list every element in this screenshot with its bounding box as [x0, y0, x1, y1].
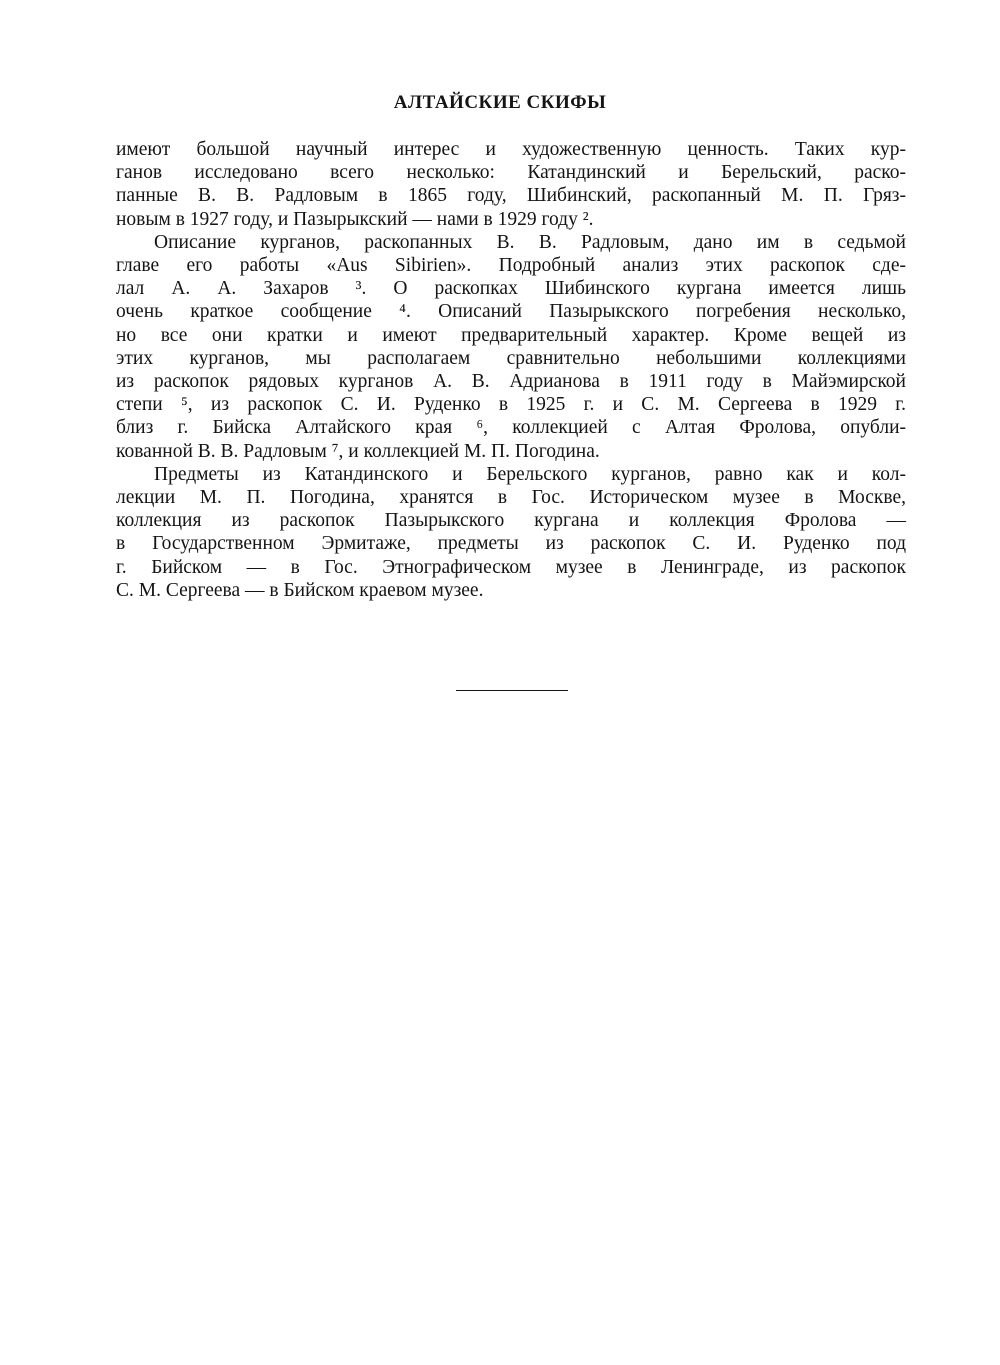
end-rule-divider	[456, 690, 568, 691]
text-line: степи ⁵, из раскопок С. И. Руденко в 1925 г. и С. М. Сергеева в 1929 г.	[116, 394, 906, 416]
text-line: этих курганов, мы располагаем сравнительно небольшими коллекциями	[116, 347, 906, 369]
body-text	[116, 138, 906, 602]
text-line: кованной В. В. Радловым ⁷, и коллекцией М. П. Погодина.	[116, 440, 600, 462]
text-line: лекции М. П. Погодина, хранятся в Гос. Историческом музее в Москве,	[116, 487, 906, 509]
text-line: С. М. Сергеева — в Бийском краевом музее.	[116, 579, 484, 601]
text-line: ганов исследовано всего несколько: Катандинский и Берельский, раско-	[116, 162, 906, 184]
text-line: из раскопок рядовых курганов А. В. Адрианова в 1911 году в Майэмирской	[116, 371, 906, 393]
text-line: в Государственном Эрмитаже, предметы из раскопок С. И. Руденко под	[116, 533, 906, 555]
running-head: АЛТАЙСКИЕ СКИФЫ	[393, 92, 607, 113]
paragraph-3	[116, 463, 906, 602]
paragraph-2	[116, 231, 906, 463]
text-line: имеют большой научный интерес и художественную ценность. Таких кур-	[116, 139, 906, 160]
text-line: близ г. Бийска Алтайского края ⁶, коллекцией с Алтая Фролова, опубли-	[116, 417, 906, 439]
text-line: очень краткое сообщение ⁴. Описаний Пазырыкского погребения несколько,	[116, 301, 906, 323]
text-line: Предметы из Катандинского и Берельского курганов, равно как и кол-	[154, 463, 906, 485]
text-line: коллекция из раскопок Пазырыкского кургана и коллекция Фролова —	[116, 510, 906, 532]
text-line: главе его работы «Aus Sibirien». Подробный анализ этих раскопок сде-	[116, 255, 906, 277]
text-line: Описание курганов, раскопанных В. В. Радловым, дано им в седьмой	[154, 231, 906, 253]
text-line: лал А. А. Захаров ³. О раскопках Шибинского кургана имеется лишь	[116, 278, 906, 300]
paragraph-1	[116, 138, 906, 231]
text-line: но все они кратки и имеют предварительный характер. Кроме вещей из	[116, 324, 906, 346]
text-line: панные В. В. Радловым в 1865 году, Шибинский, раскопанный М. П. Гряз-	[116, 185, 906, 207]
text-line: г. Бийском — в Гос. Этнографическом музее в Ленинграде, из раскопок	[116, 556, 906, 578]
text-line: новым в 1927 году, и Пазырыкский — нами в 1929 году ².	[116, 208, 594, 230]
